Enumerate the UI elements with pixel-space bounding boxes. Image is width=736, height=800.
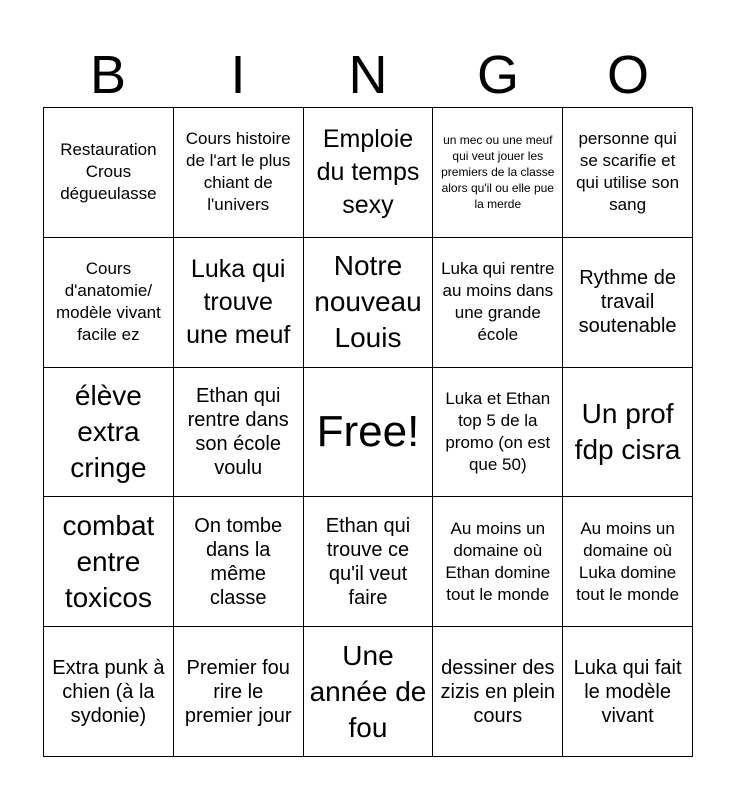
bingo-cell[interactable]: un mec ou une meuf qui veut jouer les premiers de la classe alors qu'il ou elle pue la merde — [433, 108, 563, 238]
bingo-cell[interactable]: Premier fou rire le premier jour — [174, 627, 304, 757]
bingo-cell[interactable]: Un prof fdp cisra — [563, 368, 693, 498]
title-letter-g: G — [476, 45, 519, 105]
bingo-cell[interactable]: Une année de fou — [304, 627, 434, 757]
bingo-cell[interactable]: Au moins un domaine où Luka domine tout le monde — [563, 497, 693, 627]
bingo-cell[interactable]: Notre nouveau Louis — [304, 238, 434, 368]
bingo-cell[interactable]: Restauration Crous dégueulasse — [44, 108, 174, 238]
bingo-cell[interactable]: personne qui se scarifie et qui utilise son sang — [563, 108, 693, 238]
title-letter-n: N — [348, 45, 388, 105]
title-letter-i: I — [230, 45, 246, 105]
bingo-grid — [43, 107, 693, 757]
bingo-cell[interactable]: Rythme de travail soutenable — [563, 238, 693, 368]
bingo-cell[interactable]: Emploie du temps sexy — [304, 108, 434, 238]
title-letter-b: B — [89, 45, 127, 105]
bingo-cell[interactable]: élève extra cringe — [44, 368, 174, 498]
free-cell[interactable]: Free! — [304, 368, 434, 498]
bingo-cell[interactable]: Luka qui fait le modèle vivant — [563, 627, 693, 757]
bingo-cell[interactable]: Cours histoire de l'art le plus chiant de l'univers — [174, 108, 304, 238]
bingo-cell[interactable]: Ethan qui rentre dans son école voulu — [174, 368, 304, 498]
bingo-cell[interactable]: Cours d'anatomie/ modèle vivant facile ez — [44, 238, 174, 368]
bingo-cell[interactable]: Au moins un domaine où Ethan domine tout le monde — [433, 497, 563, 627]
bingo-cell[interactable]: Luka qui trouve une meuf — [174, 238, 304, 368]
bingo-cell[interactable]: Luka et Ethan top 5 de la promo (on est que 50) — [433, 368, 563, 498]
bingo-title — [43, 44, 693, 106]
bingo-cell[interactable]: Luka qui rentre au moins dans une grande école — [433, 238, 563, 368]
bingo-cell[interactable]: Ethan qui trouve ce qu'il veut faire — [304, 497, 434, 627]
bingo-cell[interactable]: On tombe dans la même classe — [174, 497, 304, 627]
bingo-cell[interactable]: Extra punk à chien (à la sydonie) — [44, 627, 174, 757]
bingo-cell[interactable]: dessiner des zizis en plein cours — [433, 627, 563, 757]
bingo-cell[interactable]: combat entre toxicos — [44, 497, 174, 627]
title-letter-o: O — [606, 45, 649, 105]
